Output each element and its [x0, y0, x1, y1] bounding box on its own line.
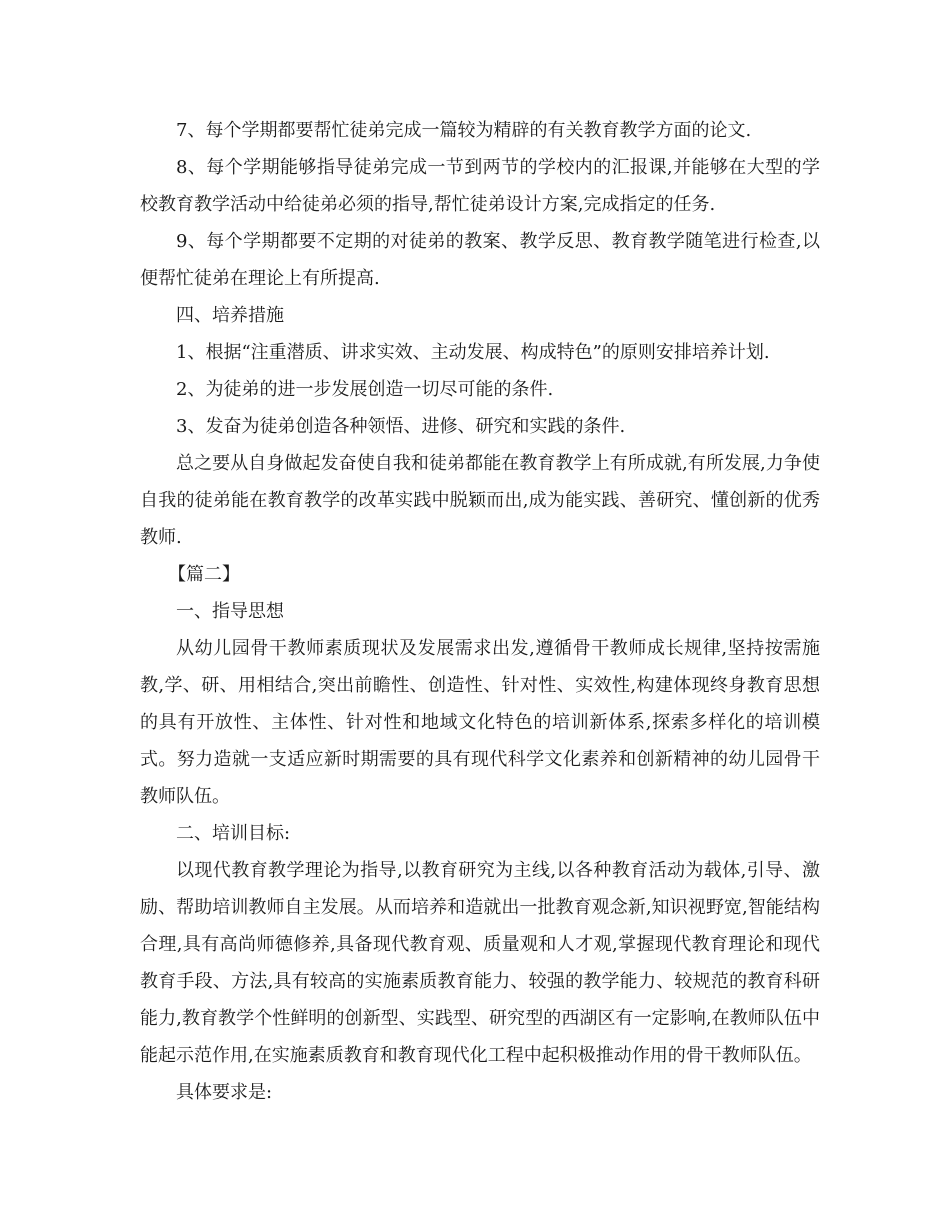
paragraph-specific-requirements: 具体要求是: [176, 1082, 273, 1103]
document-body [140, 112, 820, 1111]
section-heading-training-goals: 二、培训目标: [176, 823, 291, 844]
paragraph-guiding-ideology: 从幼儿园骨干教师素质现状及发展需求出发,遵循骨干教师成长规律,坚持按需施教,学、研、用相结合,突出前瞻性、创造性、针对性、实效性,构建体现终身教育思想的具有开放性、主体性、针对性和地域文化特色的培训新体系,探索多样化的培训模式。努力造就一支适应新时期需要的具有现代科学文化素养和创新精神的幼儿园骨干教师队伍。 [140, 638, 820, 807]
paragraph-item-7: 7、每个学期都要帮忙徒弟完成一篇较为精辟的有关教育教学方面的论文. [176, 120, 752, 141]
paragraph-item-8: 8、每个学期能够指导徒弟完成一节到两节的学校内的汇报课,并能够在大型的学校教育教学活动中给徒弟必须的指导,帮忙徒弟设计方案,完成指定的任务. [140, 157, 820, 215]
section-heading-guiding-ideology: 一、指导思想 [176, 601, 284, 622]
part-heading-two: 【篇二】 [168, 564, 240, 585]
paragraph-measure-2: 2、为徒弟的进一步发展创造一切尽可能的条件. [176, 379, 554, 400]
paragraph-measure-3: 3、发奋为徒弟创造各种领悟、进修、研究和实践的条件. [176, 416, 626, 437]
section-heading-measures: 四、培养措施 [176, 305, 284, 326]
paragraph-item-9: 9、每个学期都要不定期的对徒弟的教案、教学反思、教育教学随笔进行检查,以便帮忙徒弟在理论上有所提高. [140, 231, 820, 289]
paragraph-measure-1: 1、根据“注重潜质、讲求实效、主动发展、构成特色”的原则安排培养计划. [176, 342, 770, 363]
paragraph-training-goals: 以现代教育教学理论为指导,以教育研究为主线,以各种教育活动为载体,引导、激励、帮助培训教师自主发展。从而培养和造就出一批教育观念新,知识视野宽,智能结构合理,具有高尚师德修养,具备现代教育观、质量观和人才观,掌握现代教育理论和现代教育手段、方法,具有较高的实施素质教育能力、较强的教学能力、较规范的教育科研能力,教育教学个性鲜明的创新型、实践型、研究型的西湖区有一定影响,在教师队伍中能起示范作用,在实施素质教育和教育现代化工程中起积极推动作用的骨干教师队伍。 [140, 860, 820, 1066]
paragraph-summary: 总之要从自身做起发奋使自我和徒弟都能在教育教学上有所成就,有所发展,力争使自我的徒弟能在教育教学的改革实践中脱颖而出,成为能实践、善研究、懂创新的优秀教师. [140, 453, 820, 548]
